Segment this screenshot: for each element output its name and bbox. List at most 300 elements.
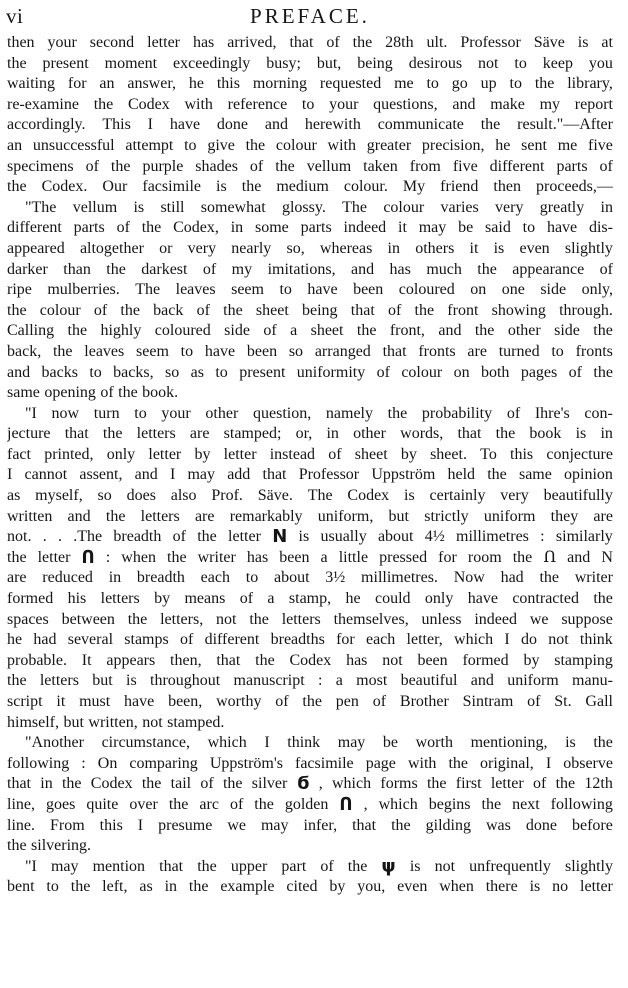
word: uniform, [317, 507, 374, 525]
word: the [512, 548, 533, 566]
word: letter [223, 445, 257, 463]
word: I [7, 466, 13, 484]
word: imitations, [267, 260, 336, 278]
word: of [172, 528, 186, 546]
word: cannot [24, 466, 68, 484]
word: appearance [512, 260, 585, 278]
word: of [328, 445, 342, 463]
page-header [6, 4, 614, 30]
word: but [63, 713, 84, 731]
word: written, [88, 713, 138, 731]
word: being [357, 54, 393, 72]
word: Our [102, 178, 128, 196]
word: sheet. [430, 445, 467, 463]
word: fact [7, 445, 31, 463]
word: to [301, 95, 315, 113]
word: the [495, 425, 516, 443]
text-line [7, 74, 613, 95]
word: unsuccessful [32, 136, 115, 154]
word: darkest [141, 260, 188, 278]
word: contracted [512, 590, 579, 608]
word: of [200, 775, 214, 793]
word: first [455, 775, 482, 793]
word: I [504, 631, 510, 649]
word: me [394, 75, 414, 93]
word: not [434, 857, 456, 875]
word: "Another [25, 734, 84, 752]
word: the [347, 857, 368, 875]
word: been [353, 281, 384, 299]
word: five [452, 157, 478, 175]
word: highly [100, 322, 142, 340]
word: himself, [7, 713, 59, 731]
word: the [168, 795, 189, 813]
word: of [85, 157, 99, 175]
word: the [127, 610, 148, 628]
word: that [216, 651, 241, 669]
word: the [188, 878, 209, 896]
word: the [102, 425, 123, 443]
word: a [335, 672, 343, 690]
word: give [207, 136, 235, 154]
word: go [451, 75, 468, 93]
word: the [480, 116, 501, 134]
word: mentioning, [470, 734, 548, 752]
word: the [534, 75, 555, 93]
word: appears [106, 651, 156, 669]
word: waiting [7, 75, 55, 93]
text-line [7, 157, 613, 178]
word: quite [86, 795, 119, 813]
word: line. [7, 816, 35, 834]
word: the [197, 857, 217, 875]
word: to [551, 342, 564, 360]
word: Brother [399, 693, 449, 710]
word: namely [325, 404, 373, 422]
word: Sintram [462, 693, 514, 710]
word: so [97, 487, 112, 505]
word: of [239, 590, 254, 608]
word: pressed [379, 548, 428, 566]
gothic-letter: ψ [381, 856, 396, 877]
word: only [106, 445, 136, 463]
word: with [327, 136, 356, 154]
word: 28th [385, 34, 414, 51]
word: varies [440, 198, 479, 216]
word: have [467, 590, 498, 608]
page-number: vi [6, 4, 24, 28]
word: have [307, 281, 338, 299]
word: the [593, 363, 613, 381]
word: as [139, 878, 153, 896]
word: millimetres. [361, 569, 438, 587]
word: in [600, 198, 613, 216]
word: other [353, 425, 386, 443]
word: the [387, 404, 408, 422]
word: think [287, 734, 321, 752]
word: been [246, 342, 278, 360]
word: circumstance, [101, 734, 190, 752]
word: he [7, 631, 23, 649]
word: and [567, 548, 591, 566]
word: they [550, 507, 579, 525]
text-line [7, 589, 613, 610]
word: is [577, 34, 589, 51]
word: coloured [154, 322, 211, 340]
word: even [519, 239, 550, 257]
text-line [7, 198, 613, 219]
word: accordingly. [7, 116, 86, 134]
word: same [518, 466, 552, 484]
word: certainly [429, 487, 486, 505]
word: on [470, 281, 487, 299]
word: I [545, 754, 552, 772]
word: now [51, 404, 80, 422]
word: : [81, 754, 86, 772]
word: observe [563, 754, 613, 772]
word: fronts [418, 342, 456, 360]
word: of [320, 857, 334, 875]
word: of [372, 693, 387, 710]
word: appeared [7, 239, 65, 257]
word: uniform [483, 507, 536, 525]
word: letters [136, 425, 176, 443]
word: is [565, 734, 576, 752]
text-line [7, 486, 613, 507]
word: the [118, 384, 138, 402]
text-line [7, 424, 613, 445]
word: has [346, 651, 368, 669]
word: Professor [298, 466, 360, 484]
word: most [356, 672, 388, 690]
word: about [377, 528, 414, 546]
word: to [514, 54, 527, 72]
word: the [255, 651, 275, 669]
word: greatly [539, 198, 585, 216]
word: Calling [7, 322, 55, 340]
word: back, [7, 342, 42, 360]
word: as [7, 487, 21, 505]
word: he [345, 590, 361, 608]
word: to [134, 404, 147, 422]
word: of [275, 693, 289, 710]
word: the [7, 672, 27, 690]
word: printed, [44, 445, 94, 463]
word: conjecture [546, 445, 613, 463]
word: part [281, 857, 307, 875]
word: 12th [584, 775, 613, 793]
word: but [388, 507, 409, 525]
word: . [42, 528, 47, 546]
word: front, [389, 322, 425, 340]
word: letter [580, 878, 613, 896]
word: letters [39, 672, 79, 690]
word: done [216, 116, 249, 134]
word: your [47, 34, 77, 51]
word: uniform [507, 672, 559, 690]
word: a [267, 590, 275, 608]
word: Ihre's [534, 404, 570, 422]
word: the [448, 754, 468, 772]
word: for [67, 75, 87, 93]
word: words, [400, 425, 444, 443]
word: following [550, 795, 613, 813]
word: Prof. [211, 487, 243, 505]
word: of [387, 301, 402, 319]
word: whereas [319, 239, 373, 257]
word: left, [102, 878, 128, 896]
word: The [135, 281, 161, 299]
word: Codex [127, 95, 170, 113]
word: to [215, 363, 228, 381]
word: altogether [79, 239, 144, 257]
word: have [169, 116, 201, 134]
word: may [418, 219, 447, 237]
word: suppose [561, 610, 613, 628]
gothic-letter: Ո [81, 547, 95, 568]
word: present [239, 363, 286, 381]
word: to [46, 878, 59, 896]
word: desirous [408, 54, 463, 72]
word: have [546, 219, 578, 237]
text-line [7, 260, 613, 281]
word: and [452, 95, 476, 113]
word: Codex [347, 487, 390, 505]
word: the [7, 54, 27, 72]
word: exceedingly [173, 54, 251, 72]
word: that [159, 857, 184, 875]
word: jecture [7, 425, 51, 443]
word: cited [286, 878, 318, 896]
text-line [7, 218, 613, 239]
word: are [189, 425, 210, 443]
word: page [365, 754, 396, 772]
word: usually [320, 528, 367, 546]
word: the [391, 816, 411, 834]
word: con- [584, 404, 613, 422]
word: then, [170, 651, 202, 669]
word: breadth [113, 528, 162, 546]
word: up [480, 75, 497, 93]
word: Uppström's [209, 754, 283, 772]
word: fronts [575, 342, 613, 360]
word: letters, [160, 610, 204, 628]
text-line [7, 404, 613, 425]
word: and [470, 672, 494, 690]
word: be [458, 219, 474, 237]
word: each [200, 569, 230, 587]
word: somewhat [200, 198, 266, 216]
word: facsimile [142, 178, 201, 196]
word: mulberries. [47, 281, 120, 299]
text-line [7, 733, 613, 754]
word: it [469, 239, 479, 257]
word: the [105, 507, 126, 525]
word: this [216, 75, 240, 93]
text-line [7, 321, 613, 342]
word: result."—After [517, 116, 613, 134]
word: greater [366, 136, 412, 154]
text-line [7, 115, 613, 136]
word: busy; [266, 54, 301, 72]
text-line [7, 507, 613, 528]
gothic-letter: ϭ [296, 774, 310, 795]
word: has [192, 34, 215, 51]
word: which [378, 795, 418, 813]
word: breadth [136, 569, 185, 587]
word: are [593, 507, 613, 525]
word: answer, [127, 75, 177, 93]
word: original, [480, 754, 534, 772]
word: infer, [303, 816, 338, 834]
word: turn [93, 404, 120, 422]
word: five [587, 136, 613, 154]
word: throughout [150, 672, 221, 690]
word: taken [363, 157, 398, 175]
word: communicate [377, 116, 464, 134]
word: arc [199, 795, 219, 813]
text-line [7, 239, 613, 260]
word: different [7, 219, 62, 237]
word: 3½ [325, 569, 346, 587]
word: an [99, 75, 115, 93]
word: it [398, 219, 407, 237]
text-line [7, 857, 613, 878]
word: much [426, 260, 462, 278]
word: precision, [421, 136, 485, 154]
word: the [197, 528, 217, 546]
word: "The [25, 198, 57, 216]
word: remarkably [229, 507, 303, 525]
word: which [332, 775, 372, 793]
word: moment [104, 54, 158, 72]
word: but [92, 672, 113, 690]
word: opinion [564, 466, 613, 484]
word: indeed [474, 610, 518, 628]
text-line [7, 301, 613, 322]
word: formed [7, 590, 54, 608]
word: letter [148, 445, 182, 463]
word: the [7, 548, 27, 566]
word: beautiful [400, 672, 458, 690]
word: slightly [564, 239, 613, 257]
word: in [108, 569, 122, 587]
word: colour [401, 363, 443, 381]
word: different [489, 157, 545, 175]
word: nearly [231, 239, 272, 257]
word: that [289, 34, 314, 51]
word: the [414, 301, 435, 319]
word: this [99, 816, 123, 834]
word: not [142, 713, 163, 731]
word: Now [453, 569, 485, 587]
word: writer [574, 569, 613, 587]
word: instead [269, 445, 316, 463]
word: it [56, 693, 66, 710]
word: letters [100, 590, 140, 608]
word: may [50, 857, 79, 875]
word: the [106, 260, 126, 278]
word: is [575, 425, 587, 443]
word: the [593, 734, 613, 752]
word: arrived, [227, 34, 277, 51]
word: not [477, 54, 499, 72]
word: been, [168, 693, 203, 710]
word: and [438, 322, 462, 340]
word: then [7, 34, 35, 51]
word: been [417, 651, 448, 669]
word: that [350, 301, 375, 319]
word: assent, [79, 466, 123, 484]
word: My [402, 178, 426, 196]
word: reduced [42, 569, 93, 587]
word: your [161, 404, 191, 422]
word: parts [556, 157, 588, 175]
word: is [133, 198, 145, 216]
word: turned [498, 342, 540, 360]
word: Codex. [41, 178, 88, 196]
body-text [7, 33, 613, 898]
text-line [7, 568, 613, 589]
word: then [493, 178, 521, 196]
word: I [264, 734, 270, 752]
word: he [495, 136, 511, 154]
word: to [180, 342, 194, 360]
word: are [194, 507, 215, 525]
word: of [100, 384, 114, 402]
word: stamp, [288, 590, 332, 608]
word: written [7, 507, 53, 525]
word: medium [276, 178, 329, 196]
word: breadths [270, 631, 325, 649]
word: the [110, 157, 131, 175]
word: 4½ [424, 528, 445, 546]
word: , [318, 775, 323, 793]
text-line [7, 548, 613, 569]
text-line [7, 692, 613, 713]
word: colour. [343, 178, 388, 196]
text-line [7, 465, 613, 486]
word: one [501, 281, 525, 299]
word: book. [142, 384, 179, 402]
word: the [474, 322, 495, 340]
word: the [7, 178, 27, 196]
word: between [61, 610, 115, 628]
word: of [196, 301, 210, 319]
word: we [227, 816, 246, 834]
gothic-letter: N [272, 527, 288, 548]
word: has [246, 548, 269, 566]
word: It [81, 651, 92, 669]
word: Säve [533, 34, 565, 51]
text-line [7, 630, 613, 651]
word: re-examine [7, 95, 79, 113]
word: the [167, 548, 187, 566]
word: the [555, 775, 576, 793]
word: the [539, 569, 559, 587]
word: an [7, 136, 23, 154]
word: myself, [35, 487, 83, 505]
word: worthy [216, 693, 262, 710]
word: from [409, 157, 441, 175]
word: To [480, 445, 497, 463]
word: Professor [460, 34, 521, 51]
word: of [249, 157, 264, 175]
word: question, [252, 404, 312, 422]
word: side [224, 322, 250, 340]
word: unless [421, 610, 462, 628]
word: same [7, 384, 40, 402]
